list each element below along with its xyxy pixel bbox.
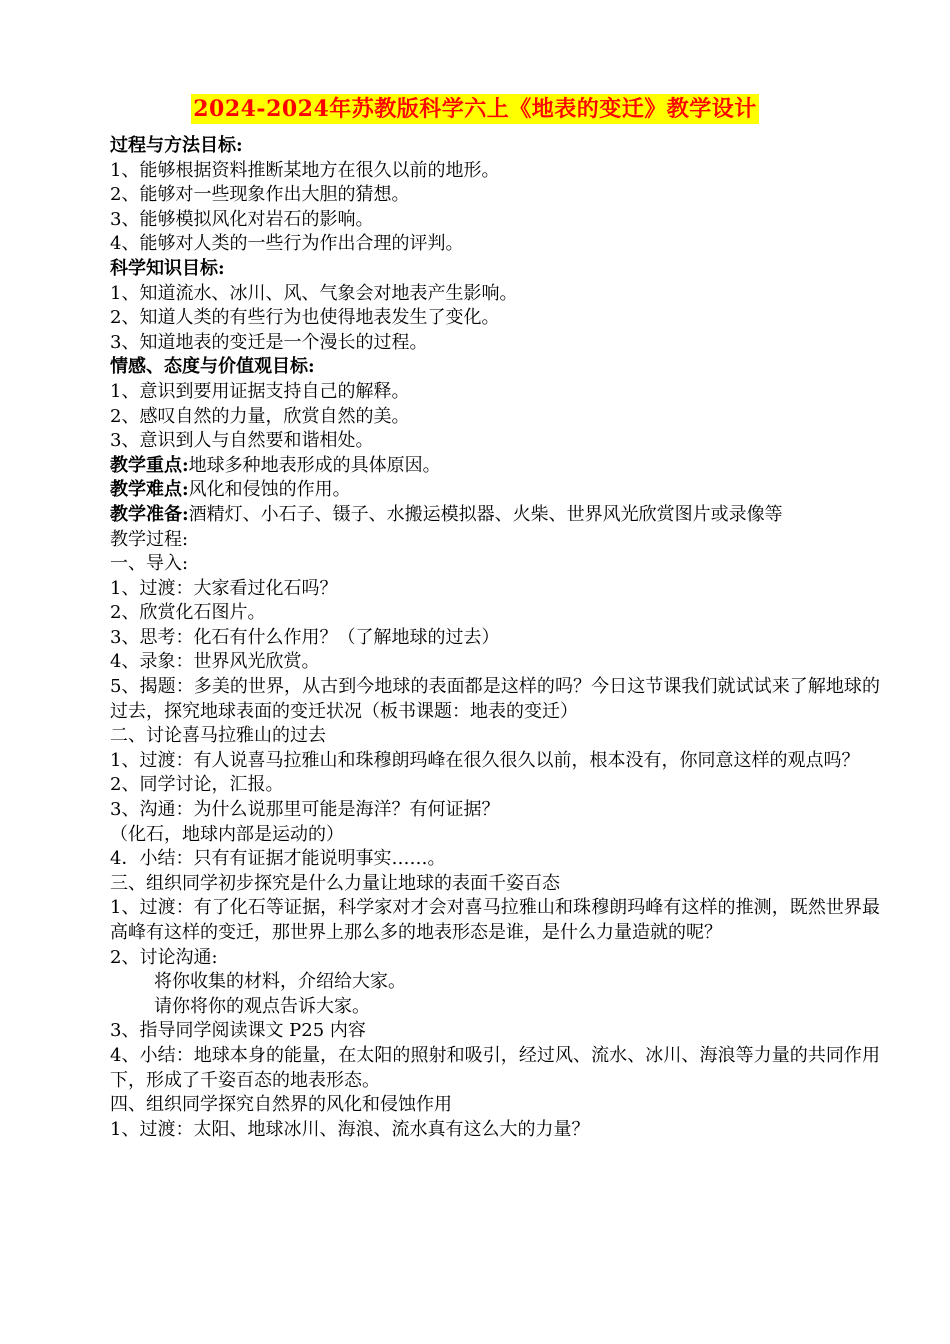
knowledge-goal-item: 1、知道流水、冰川、风、气象会对地表产生影响。 [110, 282, 518, 304]
part1-item: 2、欣赏化石图片。 [110, 602, 266, 624]
preparation-row [110, 503, 880, 528]
difficulty-label: 教学难点: [110, 479, 189, 501]
part3-sub-item: 将你收集的材料，介绍给大家。 [154, 971, 406, 993]
key-point-row [110, 454, 880, 479]
part1-item: 3、思考：化石有什么作用？（了解地球的过去） [110, 626, 500, 648]
key-point-text: 地球多种地表形成的具体原因。 [188, 454, 441, 476]
part1-heading: 一、导入: [110, 553, 189, 575]
attitude-goal-item: 2、感叹自然的力量，欣赏自然的美。 [110, 405, 410, 427]
part1-item: 1、过渡：大家看过化石吗？ [110, 577, 338, 599]
part4-item: 1、过渡：太阳、地球冰川、海浪、流水真有这么大的力量？ [110, 1118, 590, 1140]
preparation-label: 教学准备: [110, 503, 189, 525]
part2-item: （化石，地球内部是运动的） [110, 823, 344, 845]
attitude-goal-item: 1、意识到要用证据支持自己的解释。 [110, 380, 410, 402]
attitude-goal-item: 3、意识到人与自然要和谐相处。 [110, 430, 374, 452]
part1-item: 5、揭题：多美的世界，从古到今地球的表面都是这样的吗？今日这节课我们就试试来了解地球的过去，探究地球表面的变迁状况（板书课题：地表的变迁） [110, 676, 880, 722]
part1-item: 4、录象：世界风光欣赏。 [110, 651, 320, 673]
difficulty-text: 风化和侵蚀的作用。 [188, 479, 351, 501]
preparation-text: 酒精灯、小石子、镊子、水搬运模拟器、火柴、世界风光欣赏图片或录像等 [188, 503, 783, 525]
part2-item: 3、沟通：为什么说那里可能是海洋？有何证据？ [110, 799, 500, 821]
part2-item: 2、同学讨论，汇报。 [110, 774, 284, 796]
knowledge-goal-item: 3、知道地表的变迁是一个漫长的过程。 [110, 331, 428, 353]
part3-item: 1、过渡：有了化石等证据，科学家对才会对喜马拉雅山和珠穆朗玛峰有这样的推测，既然世界最高峰有这样的变迁，那世界上那么多的地表形态是谁，是什么力量造就的呢？ [110, 897, 880, 943]
process-heading: 教学过程: [110, 528, 189, 550]
process-goal-item: 3、能够模拟风化对岩石的影响。 [110, 208, 374, 230]
process-goal-item: 2、能够对一些现象作出大胆的猜想。 [110, 184, 410, 206]
part3-item: 3、指导同学阅读课文 P25 内容 [110, 1020, 366, 1042]
process-goal-item: 4、能够对人类的一些行为作出合理的评判。 [110, 233, 464, 255]
process-goal-item: 1、能够根据资料推断某地方在很久以前的地形。 [110, 159, 500, 181]
attitude-goal-heading: 情感、态度与价值观目标: [110, 356, 315, 378]
part3-heading: 三、组织同学初步探究是什么力量让地球的表面千姿百态 [110, 872, 560, 894]
difficulty-row [110, 478, 880, 503]
document-title: 2024-2024年苏教版科学六上《地表的变迁》教学设计 [193, 96, 757, 122]
title-container [0, 94, 950, 124]
part4-heading: 四、组织同学探究自然界的风化和侵蚀作用 [110, 1094, 452, 1116]
knowledge-goal-heading: 科学知识目标: [110, 257, 225, 279]
part3-sub-item: 请你将你的观点告诉大家。 [154, 995, 370, 1017]
part3-item: 2、讨论沟通: [110, 946, 218, 968]
part3-item: 4、小结：地球本身的能量，在太阳的照射和吸引，经过风、流水、冰川、海浪等力量的共同作用下，形成了千姿百态的地表形态。 [110, 1044, 880, 1091]
process-goal-heading: 过程与方法目标: [110, 135, 243, 156]
part2-heading: 二、讨论喜马拉雅山的过去 [110, 725, 326, 747]
key-point-label: 教学重点: [110, 454, 189, 476]
document-body [110, 134, 880, 1142]
part2-item: 1、过渡：有人说喜马拉雅山和珠穆朗玛峰在很久很久以前，根本没有，你同意这样的观点吗？ [110, 749, 860, 771]
part2-item: 4．小结：只有有证据才能说明事实……。 [110, 848, 446, 870]
knowledge-goal-item: 2、知道人类的有些行为也使得地表发生了变化。 [110, 307, 500, 329]
